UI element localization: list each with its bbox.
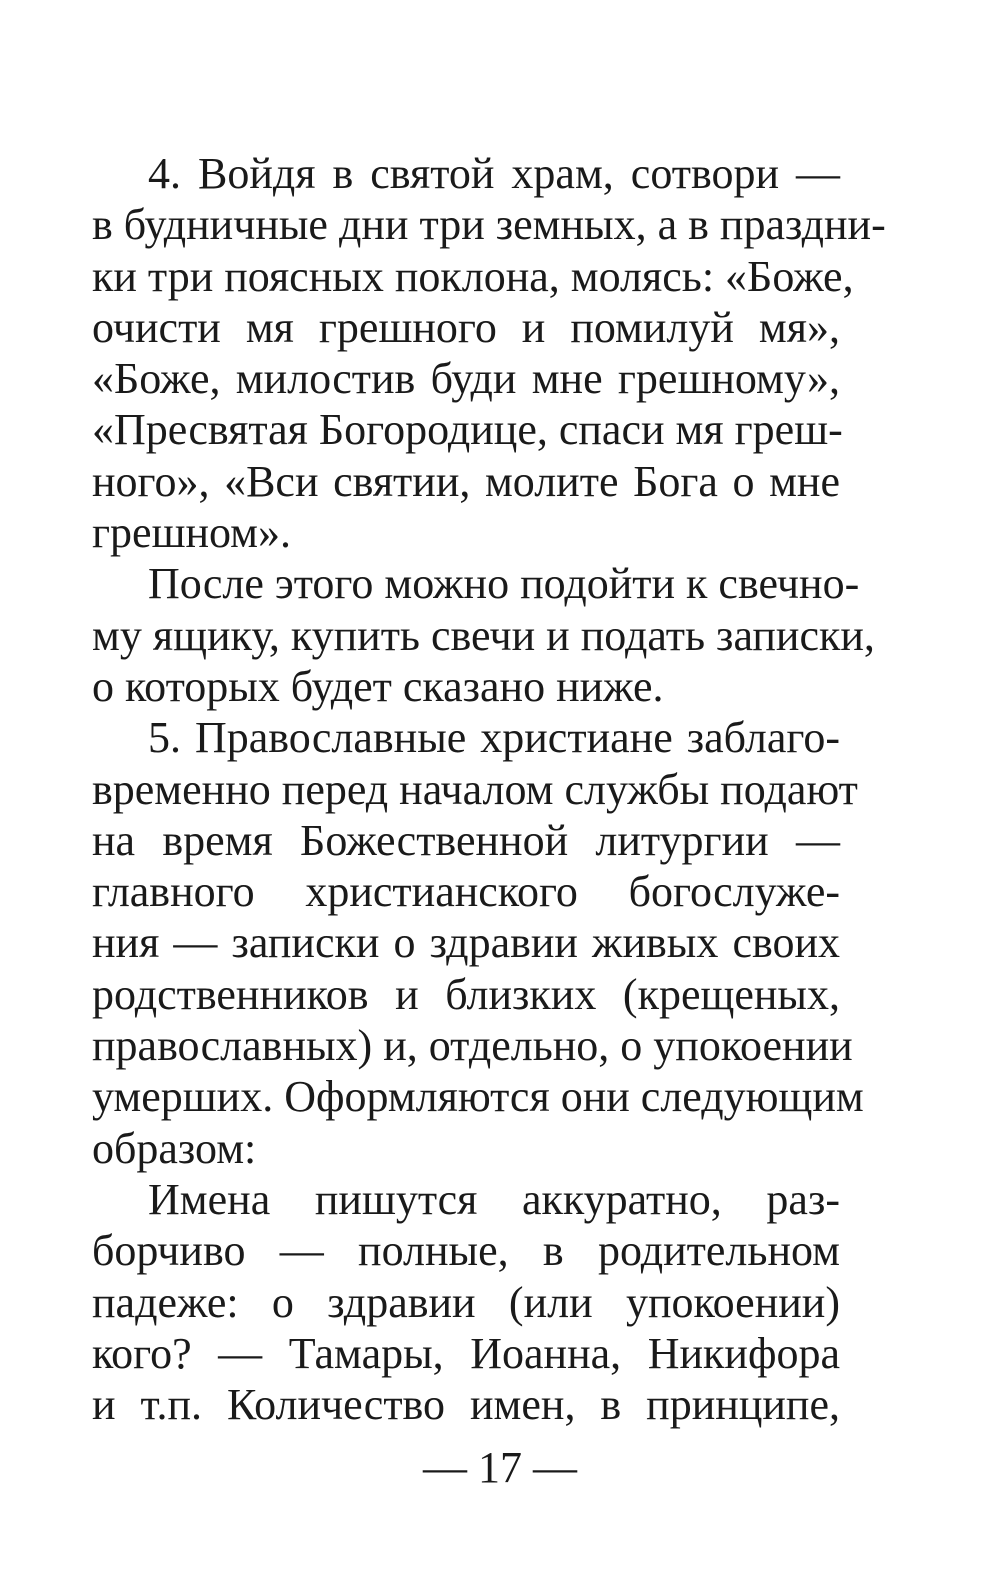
text-line: ного», «Вси святии, молите Бога о мне <box>92 456 840 506</box>
text-line: Имена пишутся аккуратно, раз- <box>148 1174 840 1224</box>
text-line: После этого можно подойти к свечно- <box>148 559 860 609</box>
text-line: кого? — Тамары, Иоанна, Никифора <box>92 1328 840 1378</box>
paragraph-2 <box>92 558 875 712</box>
text-line: на время Божественной литургии — <box>92 815 840 865</box>
page-number: — 17 — <box>423 1443 577 1492</box>
text-line: православных) и, отдельно, о упокоении <box>92 1021 853 1071</box>
text-line: родственников и близких (крещеных, <box>92 969 840 1019</box>
text-line: 4. Войдя в святой храм, сотвори — <box>148 149 840 198</box>
text-line: и т.п. Количество имен, в принципе, <box>92 1380 840 1430</box>
paragraph-1 <box>92 148 886 558</box>
text-line: му ящику, купить свечи и подать записки, <box>92 610 875 660</box>
text-line: о которых будет сказано ниже. <box>92 661 664 711</box>
text-line: очисти мя грешного и помилуй мя», <box>92 302 840 352</box>
text-line: борчиво — полные, в родительном <box>92 1226 840 1276</box>
body-text <box>92 148 886 1430</box>
text-line: образом: <box>92 1123 257 1173</box>
text-line: «Боже, милостив буди мне грешному», <box>92 354 840 404</box>
text-line: падеже: о здравии (или упокоении) <box>92 1277 840 1327</box>
text-line: ния — записки о здравии живых своих <box>92 918 840 968</box>
text-line: грешном». <box>92 508 292 558</box>
text-line: в будничные дни три земных, а в праздни- <box>92 200 886 250</box>
paragraph-4 <box>92 1174 840 1430</box>
text-line: ки три поясных поклона, молясь: «Боже, <box>92 251 854 301</box>
text-line: 5. Православные христиане заблаго- <box>148 713 840 763</box>
text-line: «Пресвятая Богородице, спаси мя греш- <box>92 405 843 455</box>
text-line: главного христианского богослуже- <box>92 867 840 917</box>
text-line: временно перед началом службы подают <box>92 764 858 814</box>
text-line: умерших. Оформляются они следующим <box>92 1072 864 1122</box>
paragraph-3 <box>92 712 864 1174</box>
